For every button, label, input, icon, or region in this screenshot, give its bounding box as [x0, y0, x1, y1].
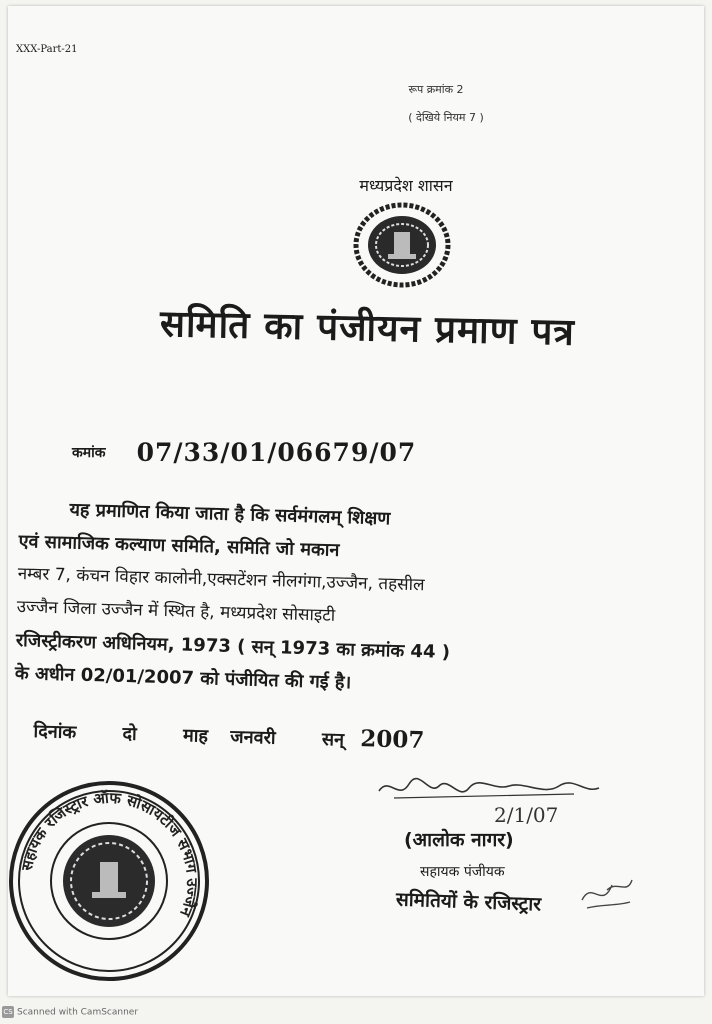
registration-label: कमांक: [72, 445, 106, 461]
signatory-designation: सहायक पंजीयक: [420, 864, 505, 880]
certificate-body: [14, 492, 677, 708]
camscanner-logo-icon: CS: [3, 1008, 13, 1016]
date-year: 2007: [360, 725, 425, 754]
date-label: दिनांक: [33, 720, 77, 744]
body-line: एवं सामाजिक कल्याण समिति, समिति जो मकान: [18, 530, 340, 561]
svg-text:2/1/07: 2/1/07: [494, 803, 559, 827]
registration-number: 07/33/01/06679/07: [136, 438, 417, 467]
registration-row: [72, 438, 416, 467]
signatory-name: (आलोक नागर): [404, 829, 514, 851]
official-seal: [6, 778, 212, 984]
certificate-title: समिति का पंजीयन प्रमाण पत्र: [159, 302, 576, 354]
body-line: रजिस्ट्रीकरण अधिनियम, 1973 ( सन् 1973 का क्रमांक 44 ): [15, 629, 451, 664]
scanner-text: Scanned with CamScanner: [17, 1007, 139, 1018]
svg-text:सहायक रजिस्ट्रार ऑफ सोसायटीज स: सहायक रजिस्ट्रार ऑफ सोसायटीज संभाग उज्जैन: [17, 788, 202, 919]
form-number: रूप क्रमांक 2: [408, 83, 464, 96]
government-heading: मध्यप्रदेश शासन: [359, 176, 453, 195]
reference-code: XXX-Part-21: [16, 44, 78, 55]
date-month: जनवरी: [229, 726, 276, 749]
initials-mark: [572, 860, 642, 920]
body-line: यह प्रमाणित किया जाता है कि सर्वमंगलम् शिक्षण: [69, 499, 391, 530]
date-year-label: सन्: [321, 729, 345, 751]
rule-reference: ( देखिये नियम 7 ): [408, 111, 484, 124]
date-month-label: माह: [182, 725, 209, 747]
body-line: उज्जैन जिला उज्जैन में स्थित है, मध्यप्रदेश सोसाइटी: [16, 596, 336, 626]
state-emblem-icon: [350, 200, 454, 290]
date-day: दो: [122, 723, 138, 745]
body-line: के अधीन 02/01/2007 को पंजीयित की गई है।: [14, 662, 352, 694]
body-line: नम्बर 7, कंचन विहार कालोनी,एक्सटेंशन नीलगंगा,उज्जैन, तहसील: [17, 563, 425, 596]
signatory-office: समितियों के रजिस्ट्रार: [395, 888, 542, 916]
scanner-watermark: [2, 1006, 138, 1018]
